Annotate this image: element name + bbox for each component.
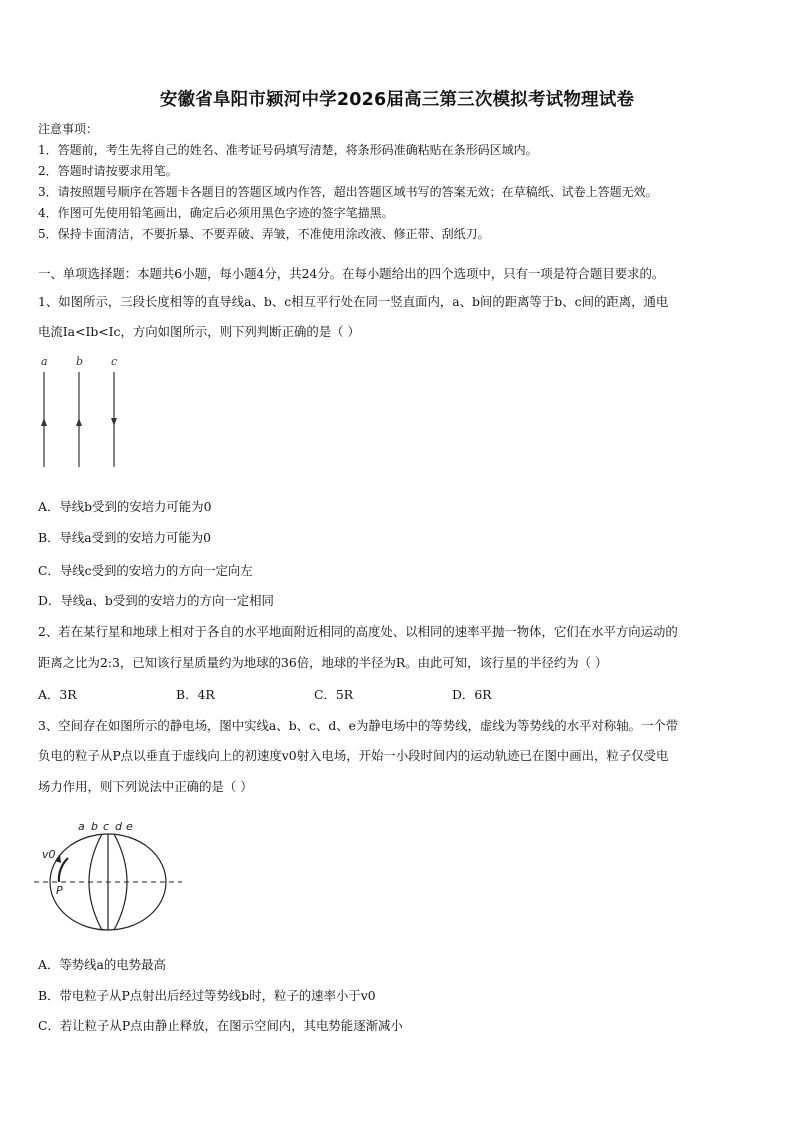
q1-option-d: D．导线a、b受到的安培力的方向一定相同 — [38, 593, 274, 608]
q2-option-a: A．3R — [38, 687, 77, 702]
line-a-label: a — [78, 820, 85, 833]
q2-stem-line2: 距离之比为2:3，已知该行星质量约为地球的36倍，地球的半径为R。由此可知，该行星的半径约为（ ） — [38, 655, 608, 670]
notice-item-2: 2．答题时请按要求用笔。 — [38, 164, 178, 178]
q3-field-figure — [30, 816, 190, 941]
q3-option-a: A．等势线a的电势最高 — [38, 957, 166, 972]
wire-b-label: b — [76, 355, 84, 368]
v0-label: v0 — [42, 848, 56, 861]
q2-stem-line1: 2、若在某行星和地球上相对于各自的水平地面附近相同的高度处、以相同的速率平抛一物体，它们在水平方向运动的 — [38, 624, 678, 639]
q1-stem-line2: 电流Ia<Ib<Ic，方向如图所示，则下列判断正确的是（ ） — [38, 324, 360, 339]
q3-stem-line1: 3、空间存在如图所示的静电场，图中实线a、b、c、d、e为静电场中的等势线，虚线为等势线的水平对称轴。一个带 — [38, 718, 679, 733]
q3-option-c: C．若让粒子从P点由静止释放，在图示空间内，其电势能逐渐减小 — [38, 1018, 403, 1033]
q1-stem-line1: 1、如图所示，三段长度相等的直导线a、b、c相互平行处在同一竖直面内，a、b间的距离等于b、c间的距离，通电 — [38, 294, 669, 309]
wire-c-label: c — [111, 355, 118, 368]
section-heading: 一、单项选择题：本题共6小题，每小题4分，共24分。在每小题给出的四个选项中，只有一项是符合题目要求的。 — [38, 266, 665, 281]
line-c-label: c — [103, 820, 110, 833]
point-p-label: P — [56, 884, 63, 897]
notice-item-4: 4．作图可先使用铅笔画出，确定后必须用黑色字迹的签字笔描黑。 — [38, 206, 394, 220]
up-arrow-icon — [41, 418, 47, 426]
line-e-label: e — [126, 820, 133, 833]
line-b-label: b — [91, 820, 98, 833]
wire-a-label: a — [41, 355, 48, 368]
q2-option-c: C．5R — [314, 687, 354, 702]
q1-option-c: C．导线c受到的安培力的方向一定向左 — [38, 563, 253, 578]
exam-title: 安徽省阜阳市颍河中学2026届高三第三次模拟考试物理试卷 — [159, 90, 635, 110]
notice-item-5: 5．保持卡面清洁，不要折暴、不要弄破、弄皱，不准使用涂改液、修正带、刮纸刀。 — [38, 227, 490, 241]
q2-option-b: B．4R — [176, 687, 215, 702]
notice-item-3: 3．请按照题号顺序在答题卡各题目的答题区域内作答，超出答题区域书写的答案无效；在草稿纸、试卷上答题无效。 — [38, 185, 658, 199]
q1-option-a: A．导线b受到的安培力可能为0 — [38, 499, 212, 514]
up-arrow-icon — [76, 418, 82, 426]
notice-item-1: 1．答题前，考生先将自己的姓名、准考证号码填写清楚，将条形码准确粘贴在条形码区域内。 — [38, 143, 538, 157]
q1-wire-figure — [30, 352, 140, 472]
q1-option-b: B．导线a受到的安培力可能为0 — [38, 530, 212, 545]
line-d-label: d — [115, 820, 122, 833]
q3-option-b: B．带电粒子从P点射出后经过等势线b时，粒子的速率小于v0 — [38, 988, 376, 1003]
down-arrow-icon — [111, 418, 117, 426]
notice-heading: 注意事项： — [38, 122, 99, 136]
q2-option-d: D．6R — [452, 687, 492, 702]
q3-stem-line2: 负电的粒子从P点以垂直于虚线向上的初速度v0射入电场，开始一小段时间内的运动轨迹已在图中画出，粒子仅受电 — [38, 748, 669, 763]
q3-stem-line3: 场力作用，则下列说法中正确的是（ ） — [38, 779, 253, 794]
